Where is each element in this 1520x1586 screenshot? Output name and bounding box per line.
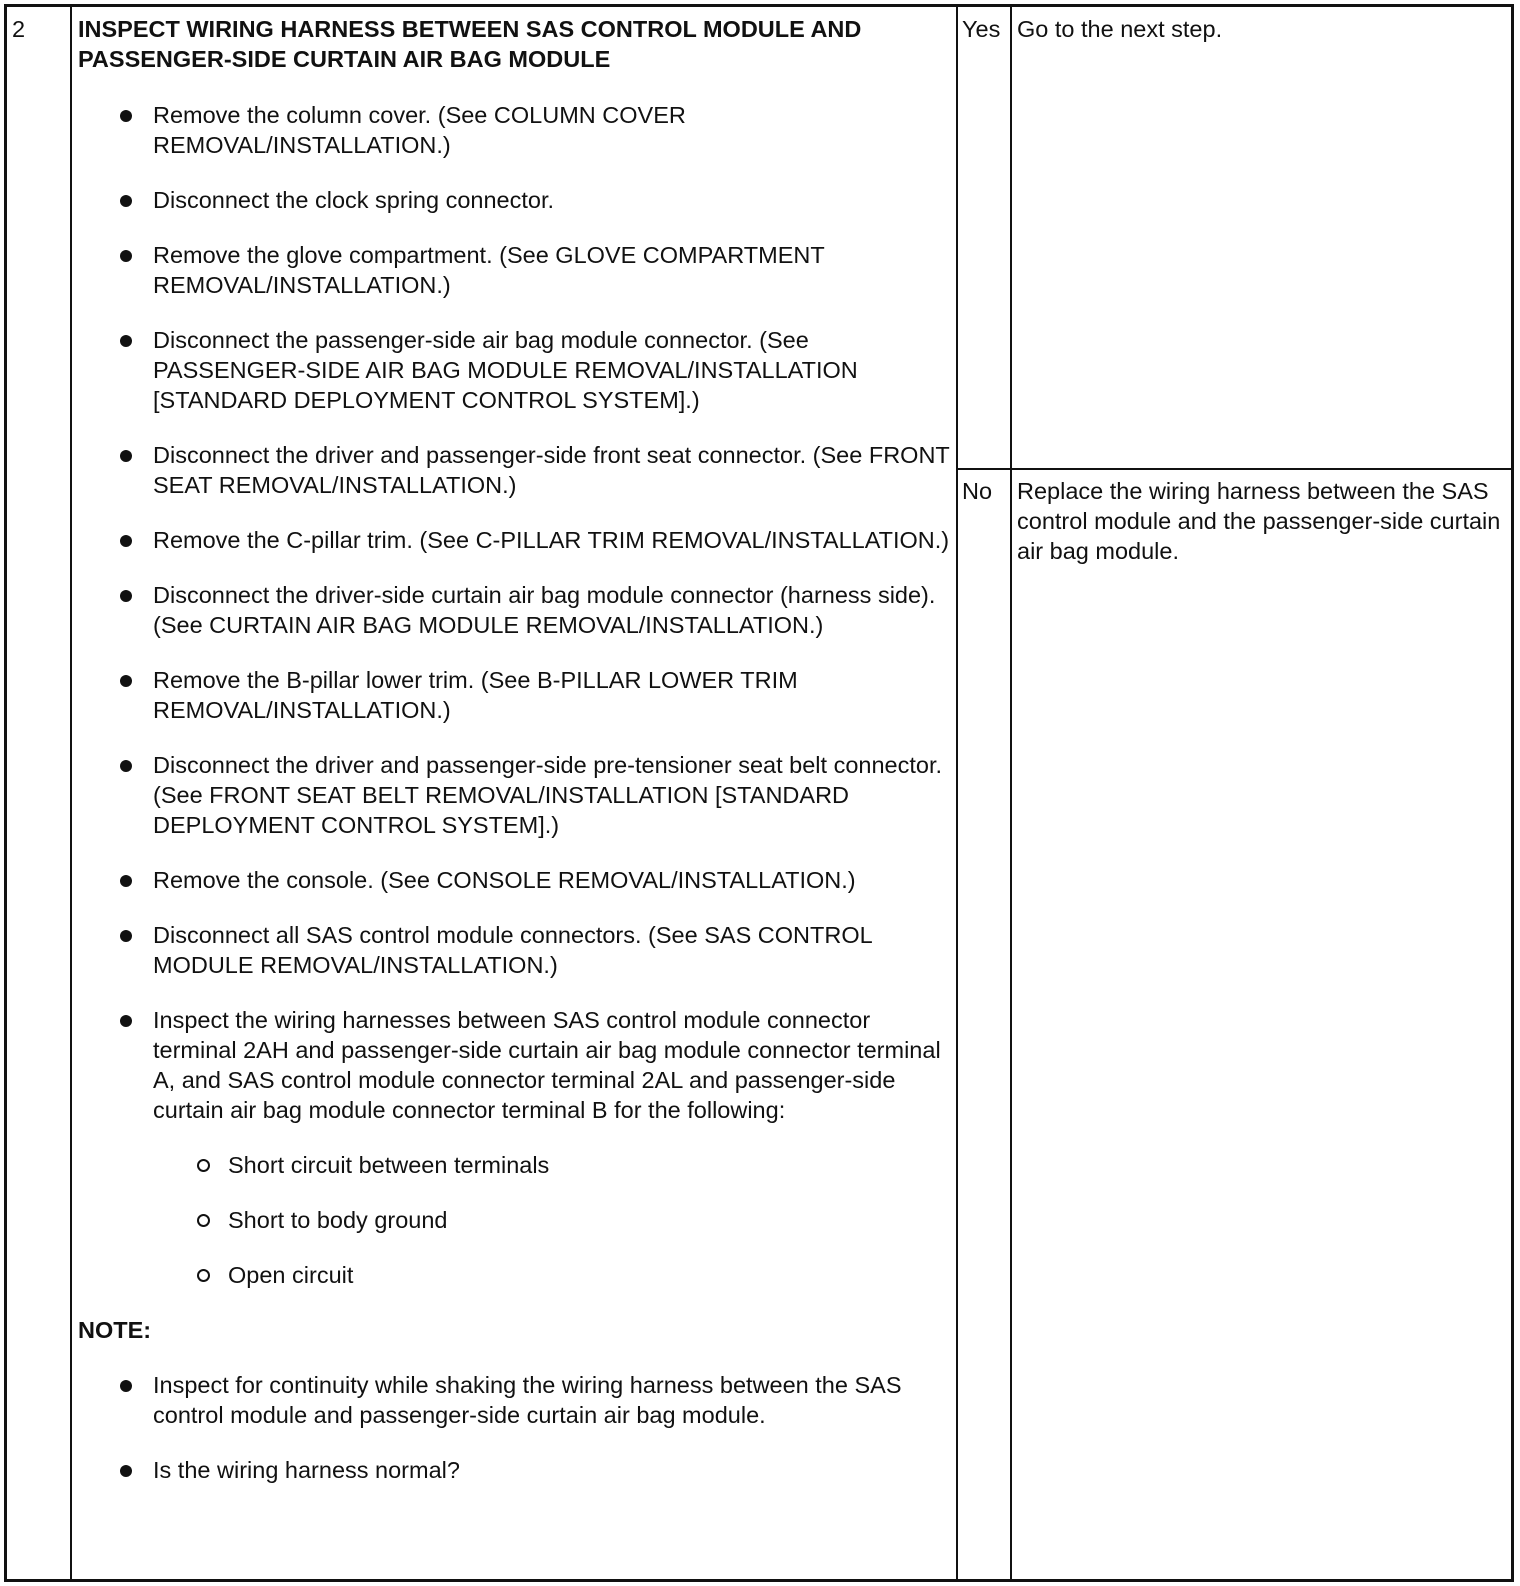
circle-bullet-icon xyxy=(197,1159,210,1172)
bullet-icon xyxy=(120,1380,132,1392)
list-item-text: Disconnect the clock spring connector. xyxy=(153,187,555,213)
column-divider-action xyxy=(1010,4,1012,1582)
bullet-icon xyxy=(120,1015,132,1027)
bullet-icon xyxy=(120,450,132,462)
list-item-text: Disconnect the driver and passenger-side pre-tensioner seat belt connector. (See FRONT SEAT BELT REMOVAL/INSTALLATION [STANDARD DEPLOYMENT CONTROL SYSTEM].) xyxy=(153,752,943,838)
bullet-icon xyxy=(120,590,132,602)
note-label: NOTE: xyxy=(78,1317,152,1343)
list-item xyxy=(78,240,958,300)
sub-list-item-text: Short to body ground xyxy=(228,1207,448,1233)
sub-list-item-text: Short circuit between terminals xyxy=(228,1152,550,1178)
list-item-text: Remove the C-pillar trim. (See C-PILLAR TRIM REMOVAL/INSTALLATION.) xyxy=(153,527,950,553)
list-item-text: Remove the glove compartment. (See GLOVE COMPARTMENT REMOVAL/INSTALLATION.) xyxy=(153,242,825,298)
yes-label: Yes xyxy=(962,16,1001,42)
bullet-icon xyxy=(120,930,132,942)
list-item xyxy=(78,440,958,500)
list-item-text: Is the wiring harness normal? xyxy=(153,1457,460,1483)
list-item-text: Disconnect all SAS control module connectors. (See SAS CONTROL MODULE REMOVAL/INSTALLATION.) xyxy=(153,922,872,978)
list-item xyxy=(78,1005,958,1125)
sub-list-item xyxy=(78,1150,958,1180)
bullet-icon xyxy=(120,250,132,262)
bullet-icon xyxy=(120,760,132,772)
list-item xyxy=(78,750,958,840)
list-item xyxy=(78,665,958,725)
list-item-text: Disconnect the driver and passenger-side front seat connector. (See FRONT SEAT REMOVAL/INSTALLATION.) xyxy=(153,442,950,498)
list-item-text: Disconnect the driver-side curtain air bag module connector (harness side). (See CURTAIN AIR BAG MODULE REMOVAL/INSTALLATION.) xyxy=(153,582,936,638)
list-item xyxy=(78,580,958,640)
list-item xyxy=(78,325,958,415)
bullet-icon xyxy=(120,1465,132,1477)
list-item xyxy=(78,920,958,980)
list-item xyxy=(78,865,958,895)
no-label: No xyxy=(962,478,993,504)
bullet-icon xyxy=(120,195,132,207)
list-item-text: Remove the B-pillar lower trim. (See B-PILLAR LOWER TRIM REMOVAL/INSTALLATION.) xyxy=(153,667,798,723)
list-item-text: Remove the column cover. (See COLUMN COVER REMOVAL/INSTALLATION.) xyxy=(153,102,686,158)
row-divider-yes-no xyxy=(956,468,1514,470)
bullet-icon xyxy=(120,335,132,347)
circle-bullet-icon xyxy=(197,1269,210,1282)
sub-list-item xyxy=(78,1260,958,1290)
no-action: Replace the wiring harness between the SAS control module and the passenger-side curtain air bag module. xyxy=(1017,478,1501,564)
step-title: INSPECT WIRING HARNESS BETWEEN SAS CONTROL MODULE AND PASSENGER-SIDE CURTAIN AIR BAG MODULE xyxy=(78,16,862,72)
list-item-text: Inspect for continuity while shaking the wiring harness between the SAS control module and passenger-side curtain air bag module. xyxy=(153,1372,902,1428)
list-item xyxy=(78,1455,958,1485)
bullet-icon xyxy=(120,675,132,687)
sub-list-item-text: Open circuit xyxy=(228,1262,354,1288)
bullet-icon xyxy=(120,875,132,887)
bullet-icon xyxy=(120,110,132,122)
circle-bullet-icon xyxy=(197,1214,210,1227)
list-item xyxy=(78,185,958,215)
yes-action: Go to the next step. xyxy=(1017,16,1223,42)
step-number: 2 xyxy=(12,16,26,42)
column-divider-step xyxy=(70,4,72,1582)
list-item xyxy=(78,525,958,555)
bullet-icon xyxy=(120,535,132,547)
sub-list-item xyxy=(78,1205,958,1235)
list-item-text: Inspect the wiring harnesses between SAS control module connector terminal 2AH and passenger-side curtain air bag module connector terminal A, and SAS control module connector terminal 2AL and passenger-side curtain air bag module connector terminal B for the following: xyxy=(153,1007,941,1123)
list-item xyxy=(78,1370,958,1430)
list-item-text: Disconnect the passenger-side air bag module connector. (See PASSENGER-SIDE AIR BAG MODULE REMOVAL/INSTALLATION [STANDARD DEPLOYMENT CONTROL SYSTEM].) xyxy=(153,327,858,413)
list-item xyxy=(78,100,958,160)
list-item-text: Remove the console. (See CONSOLE REMOVAL/INSTALLATION.) xyxy=(153,867,856,893)
procedure-list xyxy=(78,100,958,1485)
